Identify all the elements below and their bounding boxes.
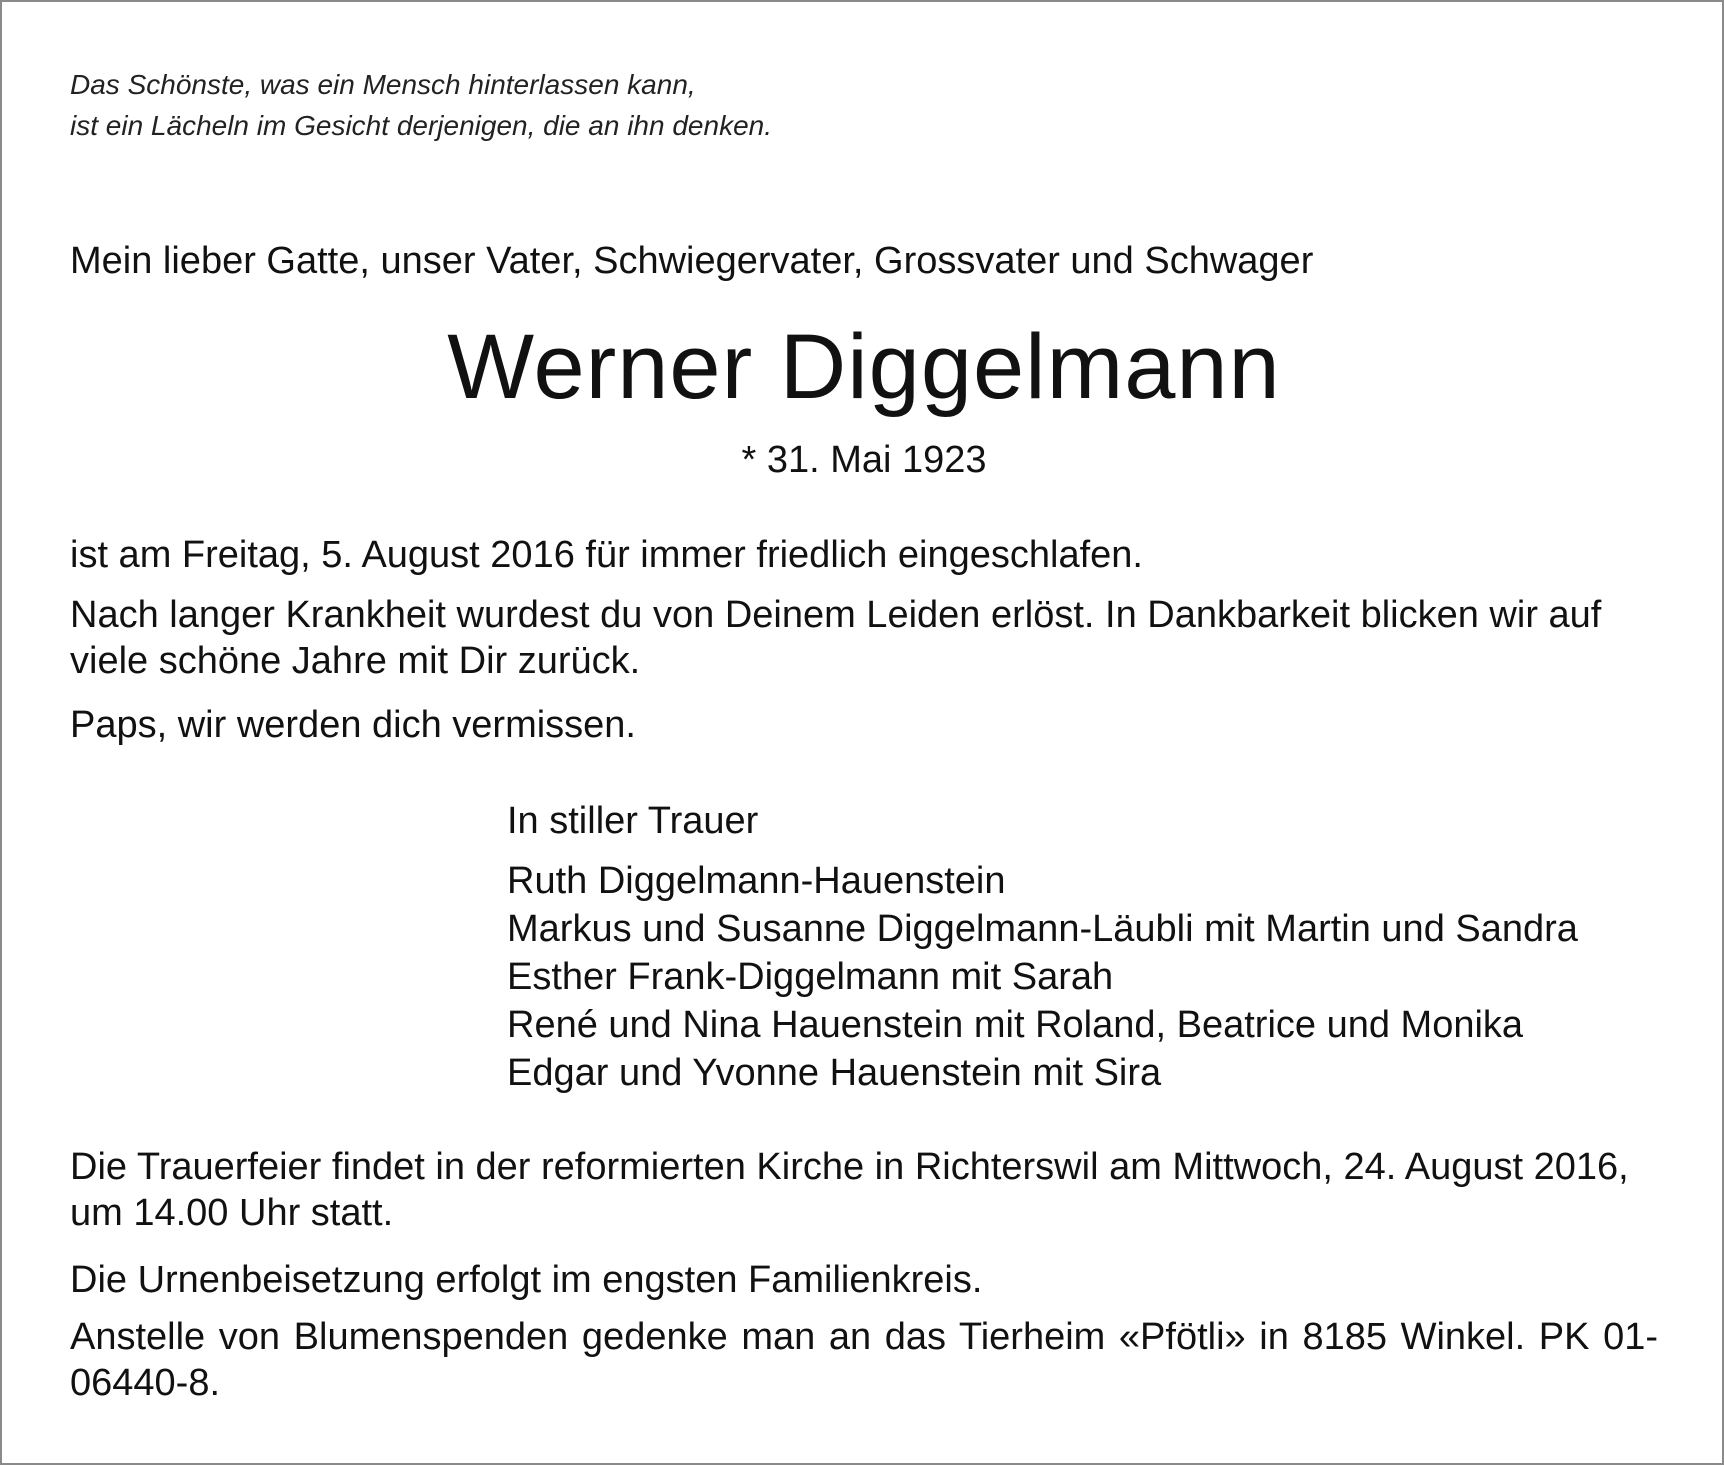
death-announcement: ist am Freitag, 5. August 2016 für immer friedlich eingeschlafen. bbox=[70, 534, 1143, 576]
donation-info: Anstelle von Blumenspenden gedenke man an das Tierheim «Pfötli» in 8185 Winkel. PK 01-06440-8. bbox=[70, 1316, 1658, 1404]
mourner-name: Edgar und Yvonne Hauenstein mit Sira bbox=[507, 1052, 1162, 1094]
motto-line-1: Das Schönste, was ein Mensch hinterlassen kann, bbox=[70, 69, 696, 100]
mourner-name: René und Nina Hauenstein mit Roland, Beatrice und Monika bbox=[507, 1004, 1524, 1046]
birth-date: * 31. Mai 1923 bbox=[741, 439, 987, 481]
mourners-block bbox=[507, 797, 1578, 1097]
motto-quote bbox=[70, 64, 772, 146]
intro-line: Mein lieber Gatte, unser Vater, Schwiegervater, Grossvater und Schwager bbox=[70, 240, 1314, 282]
urn-burial-info: Die Urnenbeisetzung erfolgt im engsten Familienkreis. bbox=[70, 1259, 983, 1301]
mourner-name: Ruth Diggelmann-Hauenstein bbox=[507, 860, 1006, 902]
mourners-heading: In stiller Trauer bbox=[507, 800, 759, 842]
motto-line-2: ist ein Lächeln im Gesicht derjenigen, die an ihn denken. bbox=[70, 110, 772, 141]
mourner-name: Esther Frank-Diggelmann mit Sarah bbox=[507, 956, 1114, 998]
funeral-service-info: Die Trauerfeier findet in der reformierten Kirche in Richterswil am Mittwoch, 24. August 2016, um 14.00 Uhr statt. bbox=[70, 1146, 1629, 1234]
miss-you-line: Paps, wir werden dich vermissen. bbox=[70, 704, 636, 746]
deceased-name: Werner Diggelmann bbox=[447, 316, 1281, 418]
mourner-name: Markus und Susanne Diggelmann-Läubli mit Martin und Sandra bbox=[507, 908, 1578, 950]
farewell-paragraph: Nach langer Krankheit wurdest du von Deinem Leiden erlöst. In Dankbarkeit blicken wir auf viele schöne Jahre mit Dir zurück. bbox=[70, 594, 1602, 682]
